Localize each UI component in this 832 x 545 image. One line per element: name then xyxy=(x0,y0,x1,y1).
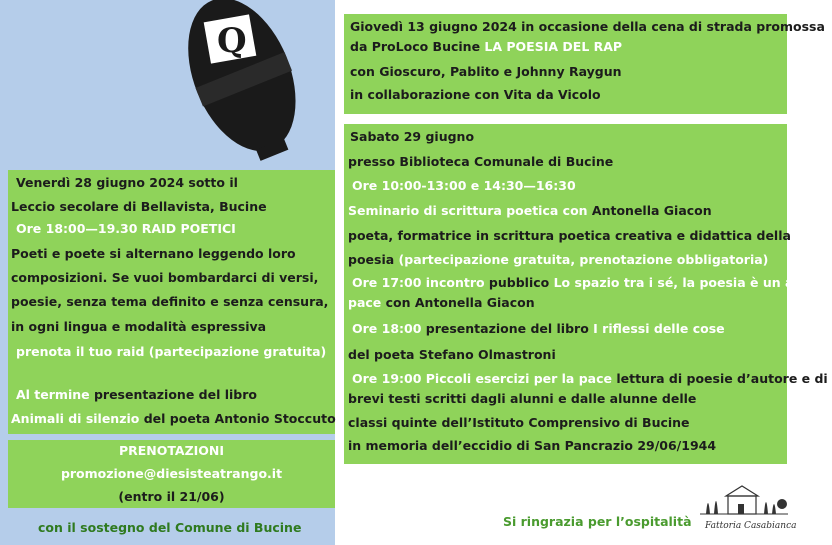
left-event-line-9: Al termine presentazione del libro xyxy=(16,387,257,402)
farm-name: Fattoria Casabianca xyxy=(705,521,797,531)
top-event-line-1: Giovedì 13 giugno 2024 in occasione della cena di strada promossa xyxy=(350,19,825,34)
right-event-line-5: poeta, formatrice in scrittura poetica creativa e didattica della xyxy=(348,228,791,243)
right-event-line-2: presso Biblioteca Comunale di Bucine xyxy=(348,154,614,169)
left-event-line-7: in ogni lingua e modalità espressiva xyxy=(11,319,267,334)
bomb-illustration xyxy=(165,0,315,170)
left-event-line-3: Ore 18:00—19.30 RAID POETICI xyxy=(16,221,236,236)
right-event-line-3: Ore 10:00-13:00 e 14:30—16:30 xyxy=(352,178,576,193)
right-event-line-4: Seminario di scrittura poetica con Antonella Giacon xyxy=(348,203,712,218)
right-event-line-10: del poeta Stefano Olmastroni xyxy=(348,347,556,362)
top-event-line-4: in collaborazione con Vita da Vicolo xyxy=(350,87,601,102)
top-event-line-2: da ProLoco Bucine LA POESIA DEL RAP xyxy=(350,39,623,54)
left-event-line-8: prenota il tuo raid (partecipazione gratuita) xyxy=(16,344,327,359)
booking-title: PRENOTAZIONI xyxy=(118,443,225,458)
right-event-panel xyxy=(344,124,832,464)
left-event-panel xyxy=(8,170,335,434)
right-event-line-14: in memoria dell’eccidio di San Pancrazio 29/06/1944 xyxy=(348,438,717,453)
right-event-line-6: poesia (partecipazione gratuita, prenotazione obbligatoria) xyxy=(348,252,769,267)
left-event-line-2: Leccio secolare di Bellavista, Bucine xyxy=(11,199,267,214)
right-event-line-9: Ore 18:00 presentazione del libro I riflessi delle cose xyxy=(352,321,725,336)
right-event-line-8: pace con Antonella Giacon xyxy=(348,295,535,310)
left-event-line-10: Animali di silenzio del poeta Antonio Stoccuto xyxy=(11,411,336,426)
right-event-line-1: Sabato 29 giugno xyxy=(350,129,475,144)
right-event-line-7: Ore 17:00 incontro pubblico Lo spazio tra i sé, la poesia è un atto di xyxy=(352,275,832,290)
right-event-line-11: Ore 19:00 Piccoli esercizi per la pace lettura di poesie d’autore e di xyxy=(352,371,828,386)
left-event-line-1: Venerdì 28 giugno 2024 sotto il xyxy=(16,175,238,190)
booking-deadline: (entro il 21/06) xyxy=(118,489,225,504)
top-event-panel xyxy=(344,14,825,114)
thanks-text: Si ringrazia per l’ospitalità xyxy=(503,514,692,529)
left-event-line-6: poesie, senza tema definito e senza censura, xyxy=(11,294,329,309)
right-event-line-12: brevi testi scritti dagli alunni e dalle alunne delle xyxy=(348,391,697,406)
q-letter: Q xyxy=(217,21,247,61)
right-event-line-13: classi quinte dell’Istituto Comprensivo di Bucine xyxy=(348,415,690,430)
left-event-line-5: composizioni. Se vuoi bombardarci di versi, xyxy=(11,270,319,285)
booking-email[interactable]: promozione@diesisteatrango.it xyxy=(60,466,283,481)
support-text: con il sostegno del Comune di Bucine xyxy=(38,520,302,535)
left-event-line-4: Poeti e poete si alternano leggendo loro xyxy=(11,246,296,261)
top-event-line-3: con Gioscuro, Pablito e Johnny Raygun xyxy=(350,64,622,79)
booking-panel xyxy=(8,440,335,508)
